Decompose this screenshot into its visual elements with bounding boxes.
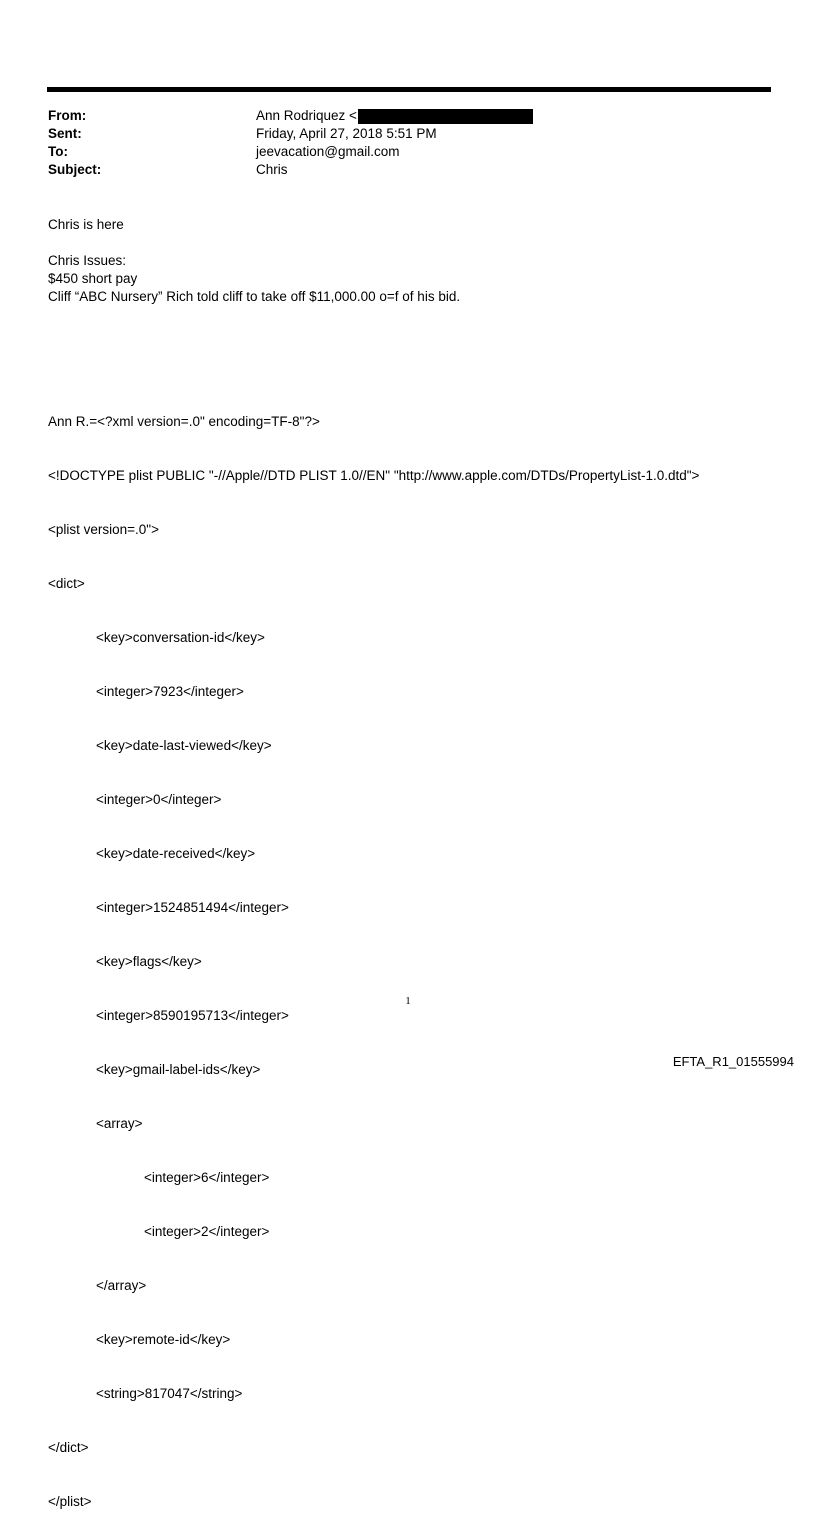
plist-line: </plist>	[48, 1494, 92, 1509]
plist-line: <key>date-received</key>	[96, 846, 256, 861]
to-value: jeevacation@gmail.com	[256, 144, 400, 159]
sent-value: Friday, April 27, 2018 5:51 PM	[256, 126, 437, 141]
plist-line: </dict>	[48, 1440, 89, 1455]
sent-label: Sent:	[48, 126, 82, 141]
redaction-box	[358, 109, 533, 124]
plist-block	[48, 377, 699, 1529]
issue-2: Cliff “ABC Nursery” Rich told cliff to take off $11,000.00 o=f of his bid.	[48, 289, 461, 304]
plist-line: <integer>6</integer>	[144, 1170, 270, 1185]
issues-heading: Chris Issues:	[48, 253, 127, 268]
plist-line: <integer>2</integer>	[144, 1224, 270, 1239]
plist-line: <string>817047</string>	[96, 1386, 243, 1401]
plist-line: <integer>1524851494</integer>	[96, 900, 289, 915]
plist-line: <array>	[96, 1116, 143, 1131]
from-name: Ann Rodriquez <	[256, 108, 357, 123]
subject-label: Subject:	[48, 162, 102, 177]
page-number: 1	[405, 995, 411, 1007]
from-label: From:	[48, 108, 87, 123]
plist-line: <integer>0</integer>	[96, 792, 222, 807]
issue-1: $450 short pay	[48, 271, 138, 286]
plist-line: <key>flags</key>	[96, 954, 202, 969]
plist-line: <!DOCTYPE plist PUBLIC "-//Apple//DTD PLIST 1.0//EN" "http://www.apple.com/DTDs/PropertyList-1.0.dtd">	[48, 468, 700, 483]
plist-line: Ann R.=<?xml version=.0" encoding=TF-8"?>	[48, 414, 320, 429]
from-value	[256, 107, 533, 125]
subject-row	[48, 161, 533, 179]
plist-line: <key>conversation-id</key>	[96, 630, 265, 645]
body-line-1: Chris is here	[48, 217, 124, 232]
plist-line: <dict>	[48, 576, 85, 591]
plist-line: <key>remote-id</key>	[96, 1332, 231, 1347]
plist-line: <integer>8590195713</integer>	[96, 1008, 289, 1023]
plist-line: <key>date-last-viewed</key>	[96, 738, 272, 753]
plist-line: </array>	[96, 1278, 147, 1293]
subject-value: Chris	[256, 162, 288, 177]
plist-line: <plist version=.0">	[48, 522, 159, 537]
to-row	[48, 143, 533, 161]
sent-row	[48, 125, 533, 143]
top-rule	[47, 87, 771, 92]
plist-line: <integer>7923</integer>	[96, 684, 244, 699]
plist-line: <key>gmail-label-ids</key>	[96, 1062, 261, 1077]
from-row	[48, 107, 533, 125]
document-id: EFTA_R1_01555994	[672, 1054, 794, 1069]
email-header	[48, 107, 533, 179]
to-label: To:	[48, 144, 68, 159]
